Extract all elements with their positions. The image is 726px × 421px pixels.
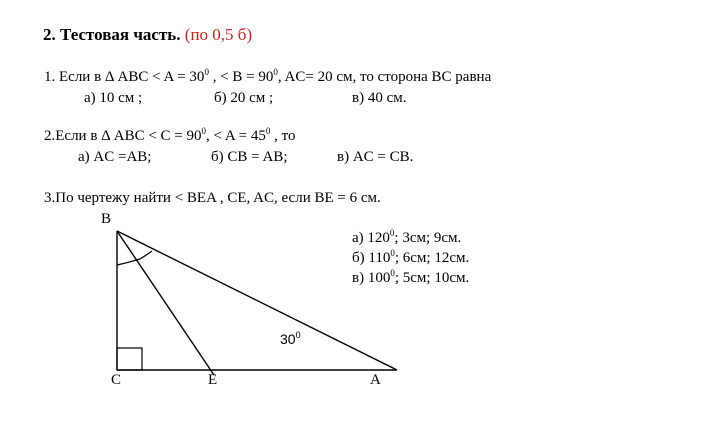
q2-sup2: 0 [265,126,271,136]
q2-post: , то [270,128,296,144]
q1-mid: , < B = 90 [208,69,274,85]
q2-sup1: 0 [201,126,206,136]
vertex-label-c: C [111,372,122,388]
q3-a-angle: а) 120 [352,230,390,246]
q1-option-a: а) 10 см ; [84,90,143,106]
q1-post: , AC= 20 см, то сторона BC равна [277,69,492,85]
q3-c-angle: в) 100 [352,270,391,286]
q2-pre: 2.Если в Δ ABC < C = 90 [44,128,202,144]
q1-sup2: 0 [273,67,278,77]
vertex-label-e: E [208,372,218,388]
q3-c-rest: ; 5см; 10см. [394,270,470,286]
section-title-text: 2. Тестовая часть. [43,25,181,44]
q2-option-a: а) AC =AB; [78,149,152,165]
q3-a-rest: ; 3см; 9см. [394,230,462,246]
q1-sup1: 0 [204,67,209,77]
segment-be [117,231,214,375]
side-ba [117,231,397,370]
q3-a-sup: 0 [389,228,395,238]
angle-arc-outer [140,251,152,259]
q2-option-c: в) AC = CB. [337,149,414,165]
angle-arc-inner [117,259,140,265]
q3-b-sup: 0 [390,248,395,258]
q1-option-b: б) 20 см ; [214,90,274,106]
q3-b-rest: ; 6см; 12см. [394,250,470,266]
vertex-label-b: B [101,211,112,227]
q2-mid: , < A = 45 [206,128,266,144]
vertex-label-a: A [370,372,381,388]
q3-b-angle: б) 110 [352,250,391,266]
q1-pre: 1. Если в Δ ABC < A = 30 [44,69,205,85]
q3-c-sup: 0 [390,268,395,278]
angle-a-label [280,331,301,347]
q1-option-c: в) 40 см. [352,90,407,106]
question-3-text: 3.По чертежу найти < BEA , CE, AC, если BE = 6 см. [44,190,381,206]
points-label: (по 0,5 б) [184,25,253,44]
right-angle-marker [117,348,142,370]
q2-option-b: б) CB = AB; [211,149,288,165]
angle-a-value: 30 [280,331,296,347]
angle-a-sup: 0 [295,330,301,340]
